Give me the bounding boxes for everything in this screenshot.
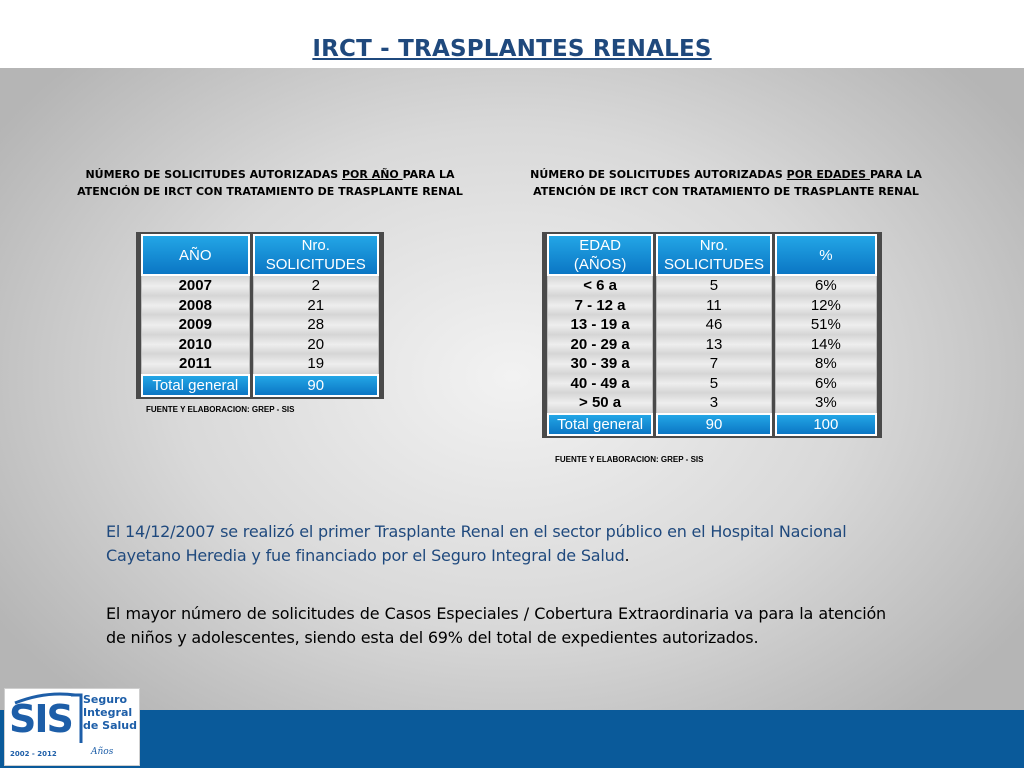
left-caption-line2: ATENCIÓN DE IRCT CON TRATAMIENTO DE TRASPLANTE RENAL <box>77 185 463 198</box>
paragraph-majority-requests: El mayor número de solicitudes de Casos Especiales / Cobertura Extraordinaria va para la atención de niños y adolescentes, siendo esta del 69% del total de expedientes autorizados. <box>106 604 886 647</box>
table-row <box>547 374 877 394</box>
header-count <box>656 234 772 276</box>
header-count-line1: Nro. <box>699 237 729 254</box>
percent-cell: 8% <box>775 354 877 374</box>
year-cell: 2009 <box>141 315 250 335</box>
header-percent <box>775 234 877 276</box>
year-cell: 2010 <box>141 335 250 355</box>
count-cell: 46 <box>656 315 772 335</box>
paragraph-first-transplant-text: El 14/12/2007 se realizó el primer Trasplante Renal en el sector público en el Hospital Nacional Cayetano Heredia y fue financiado por el Seguro Integral de Salud <box>106 522 847 565</box>
header-count-line2: SOLICITUDES <box>663 256 764 273</box>
left-caption-line1-pre: NÚMERO DE SOLICITUDES AUTORIZADAS <box>85 168 342 181</box>
left-table-caption <box>62 166 478 200</box>
source-note-left: FUENTE Y ELABORACION: GREP - SIS <box>146 405 295 414</box>
logo-name <box>83 693 139 732</box>
total-count: 90 <box>656 413 772 437</box>
age-cell: < 6 a <box>547 276 653 296</box>
total-percent: 100 <box>775 413 877 437</box>
logo-sis-letters: SIS <box>9 697 72 741</box>
percent-cell: 3% <box>775 393 877 413</box>
table-row <box>547 335 877 355</box>
table-by-year <box>136 232 384 399</box>
right-caption-underlined: POR EDADES <box>786 168 870 181</box>
table-row <box>547 276 877 296</box>
header-count-line1: Nro. <box>301 237 330 254</box>
age-cell: > 50 a <box>547 393 653 413</box>
table-row <box>141 315 379 335</box>
age-cell: 40 - 49 a <box>547 374 653 394</box>
percent-cell: 6% <box>775 276 877 296</box>
table-header-row <box>141 234 379 276</box>
count-cell: 5 <box>656 276 772 296</box>
logo-anos: Años <box>91 747 114 757</box>
table-by-age <box>542 232 882 438</box>
count-cell: 5 <box>656 374 772 394</box>
count-cell: 7 <box>656 354 772 374</box>
right-caption-line2: ATENCIÓN DE IRCT CON TRATAMIENTO DE TRASPLANTE RENAL <box>533 185 919 198</box>
left-caption-underlined: POR AÑO <box>341 168 403 181</box>
total-row <box>547 413 877 437</box>
header-age-line2: (AÑOS) <box>573 256 627 273</box>
table-row <box>547 393 877 413</box>
sis-logo <box>4 688 140 766</box>
year-cell: 2011 <box>141 354 250 374</box>
percent-cell: 6% <box>775 374 877 394</box>
logo-line3: de Salud <box>83 719 137 732</box>
right-caption-line1-pre: NÚMERO DE SOLICITUDES AUTORIZADAS <box>530 168 787 181</box>
count-cell: 11 <box>656 296 772 316</box>
count-cell: 19 <box>253 354 379 374</box>
right-caption-line1-post: PARA LA <box>869 168 922 181</box>
source-note-right: FUENTE Y ELABORACION: GREP - SIS <box>555 455 704 464</box>
total-label: Total general <box>547 413 653 437</box>
table-row <box>547 296 877 316</box>
right-table-caption <box>518 166 934 200</box>
year-cell: 2007 <box>141 276 250 296</box>
count-cell: 21 <box>253 296 379 316</box>
total-row <box>141 374 379 398</box>
left-caption-line1-post: PARA LA <box>402 168 455 181</box>
table-header-row <box>547 234 877 276</box>
logo-line1: Seguro <box>83 693 128 706</box>
table-row <box>141 354 379 374</box>
total-value: 90 <box>253 374 379 398</box>
age-cell: 20 - 29 a <box>547 335 653 355</box>
table-row <box>547 315 877 335</box>
year-cell: 2008 <box>141 296 250 316</box>
table-row <box>141 335 379 355</box>
age-cell: 30 - 39 a <box>547 354 653 374</box>
logo-years: 2002 - 2012 <box>10 750 57 758</box>
header-count <box>253 234 379 276</box>
bottom-bar <box>0 710 1024 768</box>
paragraph-first-transplant-end: . <box>624 546 630 565</box>
count-cell: 3 <box>656 393 772 413</box>
count-cell: 20 <box>253 335 379 355</box>
total-label: Total general <box>141 374 250 398</box>
table-row <box>141 296 379 316</box>
count-cell: 2 <box>253 276 379 296</box>
percent-cell: 12% <box>775 296 877 316</box>
count-cell: 28 <box>253 315 379 335</box>
paragraph-first-transplant <box>106 520 886 568</box>
percent-cell: 51% <box>775 315 877 335</box>
age-cell: 13 - 19 a <box>547 315 653 335</box>
header-age <box>547 234 653 276</box>
page-title: IRCT - TRASPLANTES RENALES <box>312 36 712 62</box>
logo-line2: Integral <box>83 706 133 719</box>
percent-cell: 14% <box>775 335 877 355</box>
count-cell: 13 <box>656 335 772 355</box>
table-row <box>141 276 379 296</box>
header-count-line2: SOLICITUDES <box>265 256 366 273</box>
table-row <box>547 354 877 374</box>
header-year-label: AÑO <box>179 246 212 264</box>
header-year <box>141 234 250 276</box>
header-age-line1: EDAD <box>579 237 621 254</box>
age-cell: 7 - 12 a <box>547 296 653 316</box>
header-percent-label: % <box>819 246 833 264</box>
